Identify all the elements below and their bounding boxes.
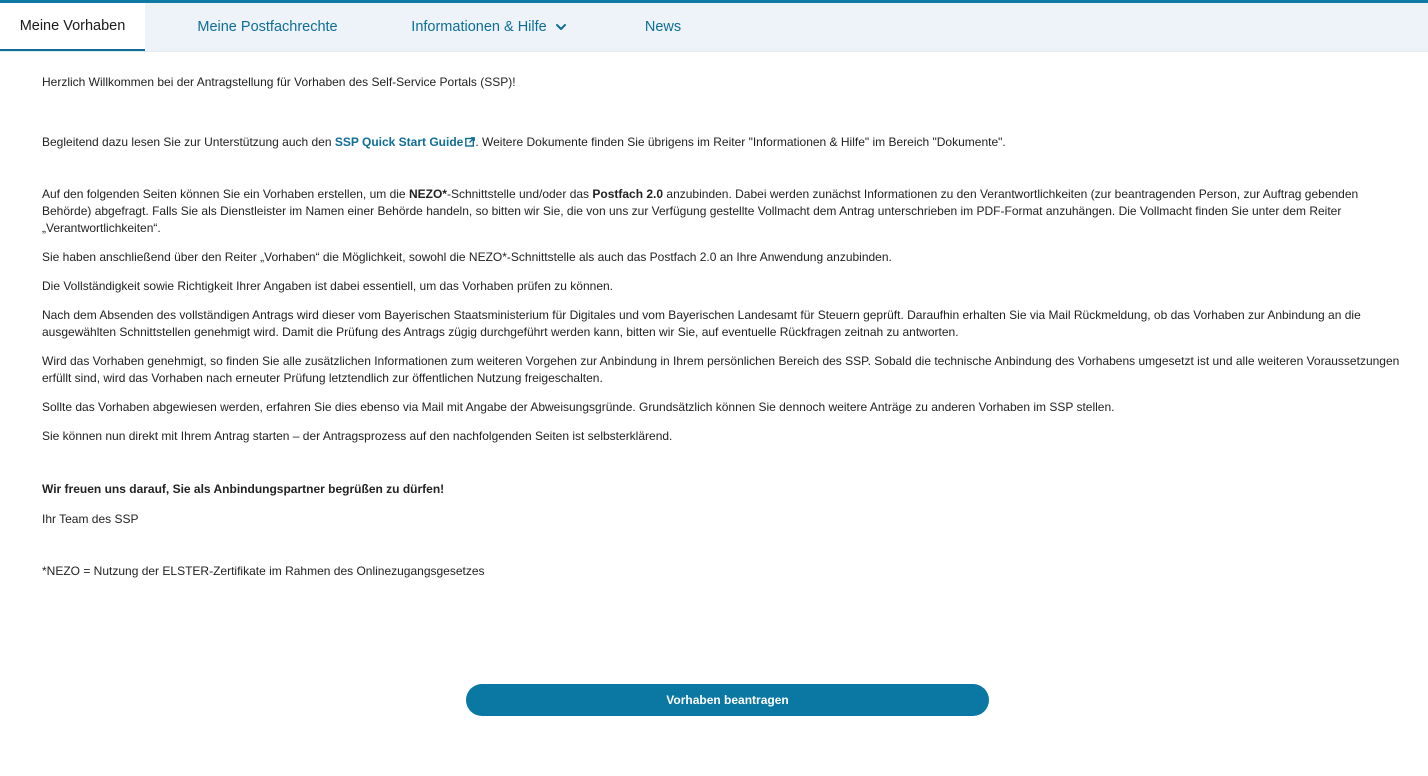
vorhaben-beantragen-button[interactable]: Vorhaben beantragen (466, 684, 989, 716)
tab-label: Informationen & Hilfe (411, 19, 547, 35)
approval-paragraph: Wird das Vorhaben genehmigt, so finden Sie alle zusätzlichen Informationen zum weiteren Vorgehen zur Anbindung in Ihrem persönlichen Bereich des SSP. Sobald die technische Anbindung des Vorhabens umgesetzt ist und alle weiteren Voraussetzungen erfüllt sind, wird das Vorhaben nach erneuter Prüfung letztendlich zur öffentlichen Nutzung freigeschalten. (42, 354, 1400, 385)
intro-text-e: anzubinden. Dabei werden zunächst Informationen zu den Verantwortlichkeiten (zur beantragenden Person, zur Auftrag gebenden Behörde) abgefragt. Falls Sie als Dienstleister im Namen einer Behörde handeln, so bitten wir Sie, die von uns zur Verfügung gestellte Vollmacht dem Antrag unterschrieben im PDF-Format anzuhängen. Die Vollmacht finden Sie unter dem Reiter „Verantwortlichkeiten“. (42, 187, 1359, 235)
tab-meine-postfachrechte[interactable] (145, 3, 390, 51)
intro-text-a: Auf den folgenden Seiten können Sie ein Vorhaben erstellen, um die (42, 187, 409, 201)
welcome-text: Herzlich Willkommen bei der Antragstellung für Vorhaben des Self-Service Portals (SSP)! (42, 75, 516, 89)
tab-meine-vorhaben[interactable] (0, 3, 145, 51)
team-signature: Ihr Team des SSP (42, 512, 139, 526)
link-label: SSP Quick Start Guide (334, 135, 464, 149)
closing-text: Wir freuen uns darauf, Sie als Anbindungspartner begrüßen zu dürfen! (42, 482, 445, 496)
external-link-icon (465, 137, 475, 147)
tab-label: News (644, 19, 682, 35)
nezo-footnote: *NEZO = Nutzung der ELSTER-Zertifikate im Rahmen des Onlinezugangsgesetzes (42, 564, 485, 578)
intro-postfach: Postfach 2.0 (592, 187, 664, 201)
intro-paragraph (42, 186, 1408, 237)
main-navigation (0, 3, 1428, 52)
rejection-paragraph: Sollte das Vorhaben abgewiesen werden, erfahren Sie dies ebenso via Mail mit Angabe der Abweisungsgründe. Grundsätzlich können Sie dennoch weitere Anträge zu anderen Vorhaben im SSP stellen. (42, 400, 1115, 414)
guide-suffix: . Weitere Dokumente finden Sie übrigens im Reiter "Informationen & Hilfe" im Bereich "Dokumente". (475, 135, 1006, 149)
tab-news[interactable] (588, 3, 738, 51)
quick-start-guide-link[interactable] (335, 135, 475, 149)
tab-label: Meine Vorhaben (19, 18, 126, 34)
chevron-down-icon (555, 21, 567, 33)
intro-nezo: NEZO* (408, 187, 447, 201)
main-content (0, 52, 1408, 580)
submission-paragraph: Nach dem Absenden des vollständigen Antrags wird dieser vom Bayerischen Staatsministerium für Digitales und vom Bayerischen Landesamt für Steuern geprüft. Daraufhin erhalten Sie via Mail Rückmeldung, ob das Vorhaben zur Anbindung an die ausgewählten Schnittstellen genehmigt wird. Damit die Prüfung des Antrags zügig durchgeführt werden kann, bitten wir Sie, auf eventuelle Rückfragen zeitnah zu antworten. (42, 308, 1361, 339)
guide-paragraph (42, 134, 1408, 151)
guide-prefix: Begleitend dazu lesen Sie zur Unterstützung auch den (42, 135, 335, 149)
action-area (466, 684, 989, 716)
intro-text-c: -Schnittstelle und/oder das (446, 187, 593, 201)
tab-informationen-hilfe[interactable] (390, 3, 588, 51)
tabs-paragraph: Sie haben anschließend über den Reiter „Vorhaben“ die Möglichkeit, sowohl die NEZO*-Schnittstelle als auch das Postfach 2.0 an Ihre Anwendung anzubinden. (42, 250, 892, 264)
start-paragraph: Sie können nun direkt mit Ihrem Antrag starten – der Antragsprozess auf den nachfolgenden Seiten ist selbsterklärend. (42, 429, 673, 443)
completeness-paragraph: Die Vollständigkeit sowie Richtigkeit Ihrer Angaben ist dabei essentiell, um das Vorhaben prüfen zu können. (42, 279, 614, 293)
tab-label: Meine Postfachrechte (197, 19, 338, 35)
